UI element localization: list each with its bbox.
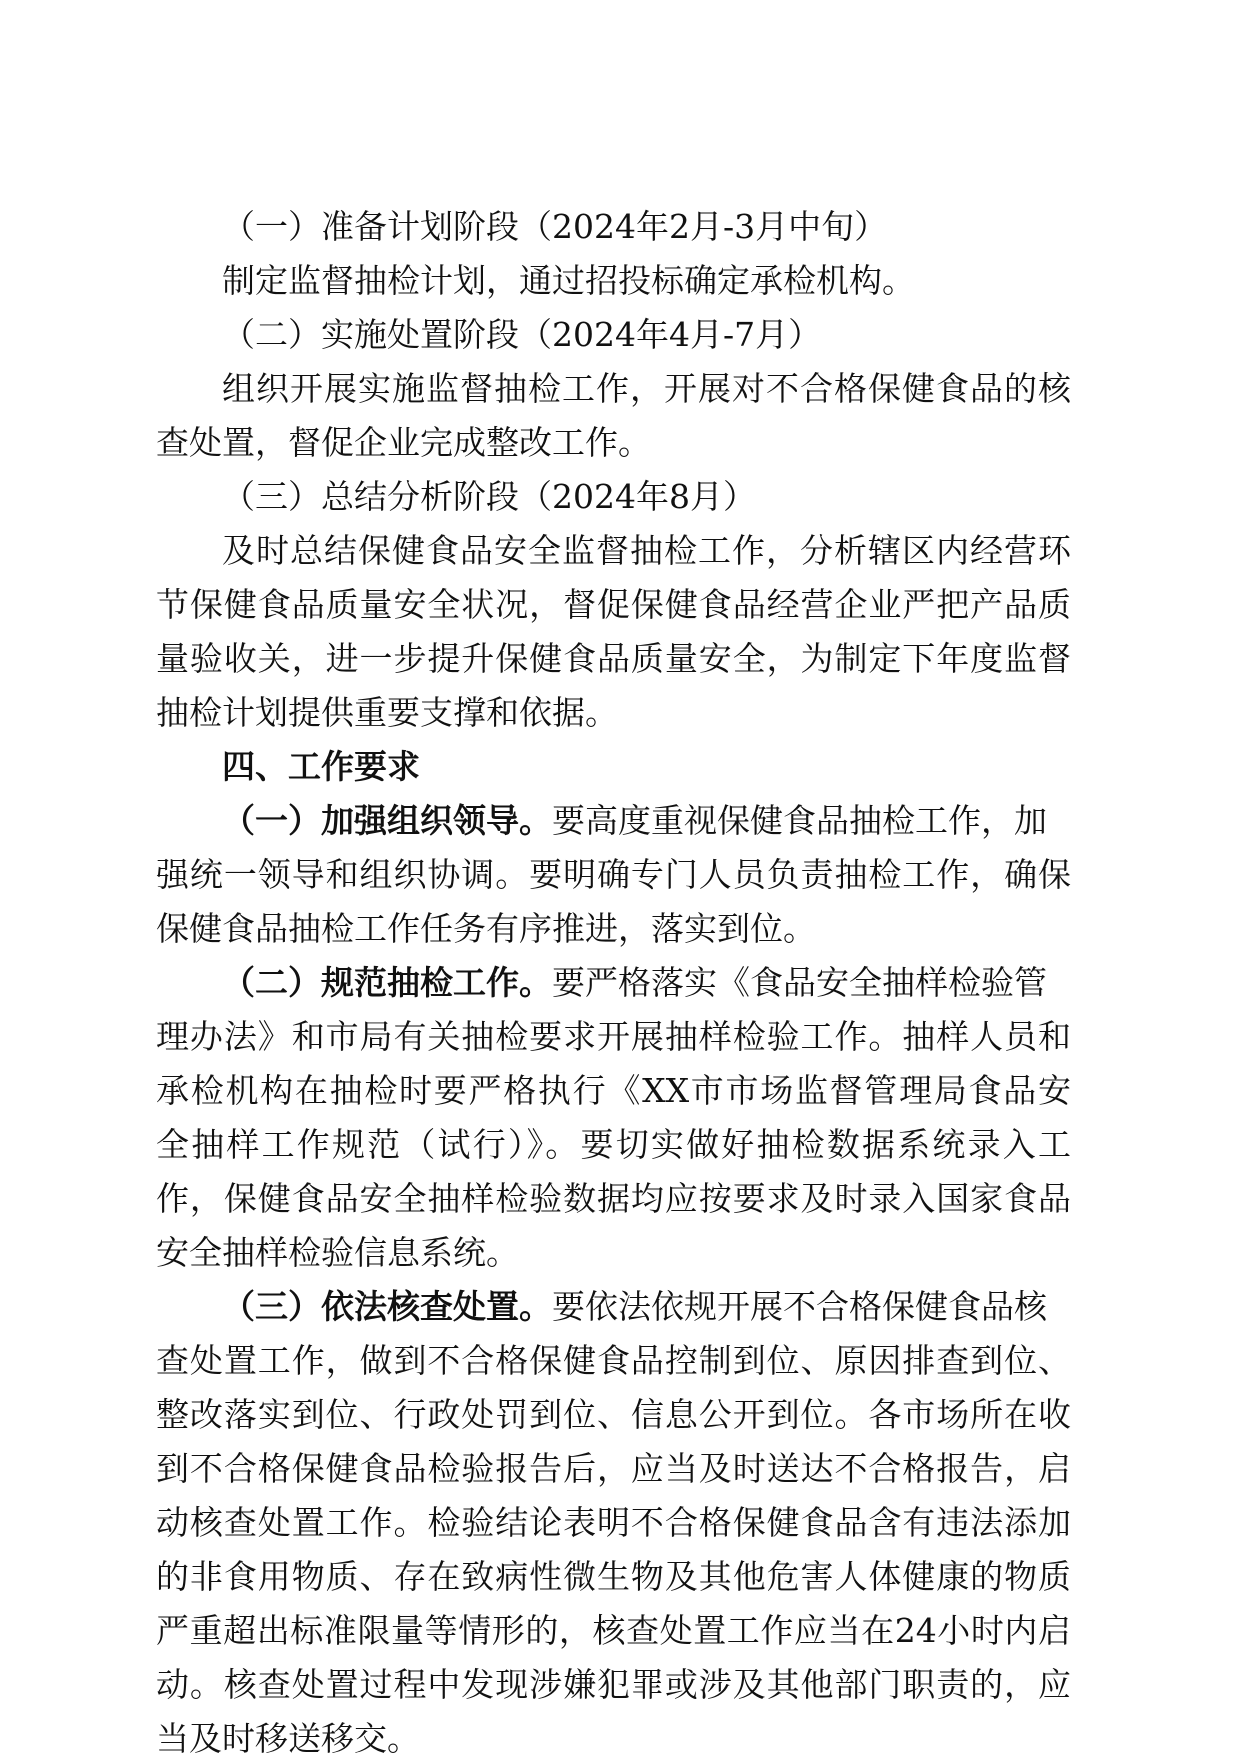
- requirement-3-line-5: 动核查处置工作。检验结论表明不合格保健食品含有违法添加: [156, 1503, 1071, 1542]
- requirement-3-line-2: 查处置工作，做到不合格保健食品控制到位、原因排查到位、: [156, 1341, 1071, 1380]
- stage-3-text-line-1: 及时总结保健食品安全监督抽检工作，分析辖区内经营环: [222, 531, 1071, 570]
- requirement-1-line-3: 保健食品抽检工作任务有序推进，落实到位。: [156, 909, 816, 948]
- stage-2-heading: （二）实施处置阶段（2024年4月-7月）: [222, 315, 822, 354]
- stage-3-text-line-2: 节保健食品质量安全状况，督促保健食品经营企业严把产品质: [156, 585, 1071, 624]
- requirement-3-line-6: 的非食用物质、存在致病性微生物及其他危害人体健康的物质: [156, 1557, 1071, 1596]
- section-4-heading: 四、工作要求: [222, 747, 420, 786]
- requirement-2-line-2: 理办法》和市局有关抽检要求开展抽样检验工作。抽样人员和: [156, 1017, 1071, 1056]
- requirement-3-text-start: 要依法依规开展不合格保健食品核: [552, 1287, 1047, 1326]
- requirement-1-text-start: 要高度重视保健食品抽检工作，加: [552, 801, 1047, 840]
- requirement-3-line-1: [222, 1285, 1047, 1329]
- stage-1-text: 制定监督抽检计划，通过招投标确定承检机构。: [222, 261, 915, 300]
- stage-3-heading: （三）总结分析阶段（2024年8月）: [222, 477, 756, 516]
- requirement-2-line-5: 作，保健食品安全抽样检验数据均应按要求及时录入国家食品: [156, 1179, 1071, 1218]
- requirement-3-line-8: 动。核查处置过程中发现涉嫌犯罪或涉及其他部门职责的，应: [156, 1665, 1071, 1704]
- stage-3-text-line-3: 量验收关，进一步提升保健食品质量安全，为制定下年度监督: [156, 639, 1071, 678]
- requirement-2-line-3: 承检机构在抽检时要严格执行《XX市市场监督管理局食品安: [156, 1071, 1071, 1110]
- requirement-2-text-start: 要严格落实《食品安全抽样检验管: [552, 963, 1047, 1002]
- requirement-3-line-4: 到不合格保健食品检验报告后，应当及时送达不合格报告，启: [156, 1449, 1071, 1488]
- requirement-3-line-9: 当及时移送移交。: [156, 1719, 420, 1754]
- requirement-3-line-7: 严重超出标准限量等情形的，核查处置工作应当在24小时内启: [156, 1611, 1071, 1650]
- requirement-2-line-4: 全抽样工作规范（试行）》。要切实做好抽检数据系统录入工: [156, 1125, 1071, 1164]
- requirement-3-line-3: 整改落实到位、行政处罚到位、信息公开到位。各市场所在收: [156, 1395, 1071, 1434]
- stage-3-text-line-4: 抽检计划提供重要支撑和依据。: [156, 693, 618, 732]
- requirement-1-title: （一）加强组织领导。: [222, 801, 552, 840]
- requirement-2-line-6: 安全抽样检验信息系统。: [156, 1233, 519, 1272]
- stage-2-text-line-2: 查处置，督促企业完成整改工作。: [156, 423, 651, 462]
- requirement-2-title: （二）规范抽检工作。: [222, 963, 552, 1002]
- requirement-2-line-1: [222, 961, 1047, 1005]
- stage-1-heading: （一）准备计划阶段（2024年2月-3月中旬）: [222, 207, 888, 246]
- requirement-3-title: （三）依法核查处置。: [222, 1287, 552, 1326]
- stage-2-text-line-1: 组织开展实施监督抽检工作，开展对不合格保健食品的核: [222, 369, 1071, 408]
- requirement-1-line-2: 强统一领导和组织协调。要明确专门人员负责抽检工作，确保: [156, 855, 1071, 894]
- requirement-1-line-1: [222, 799, 1047, 843]
